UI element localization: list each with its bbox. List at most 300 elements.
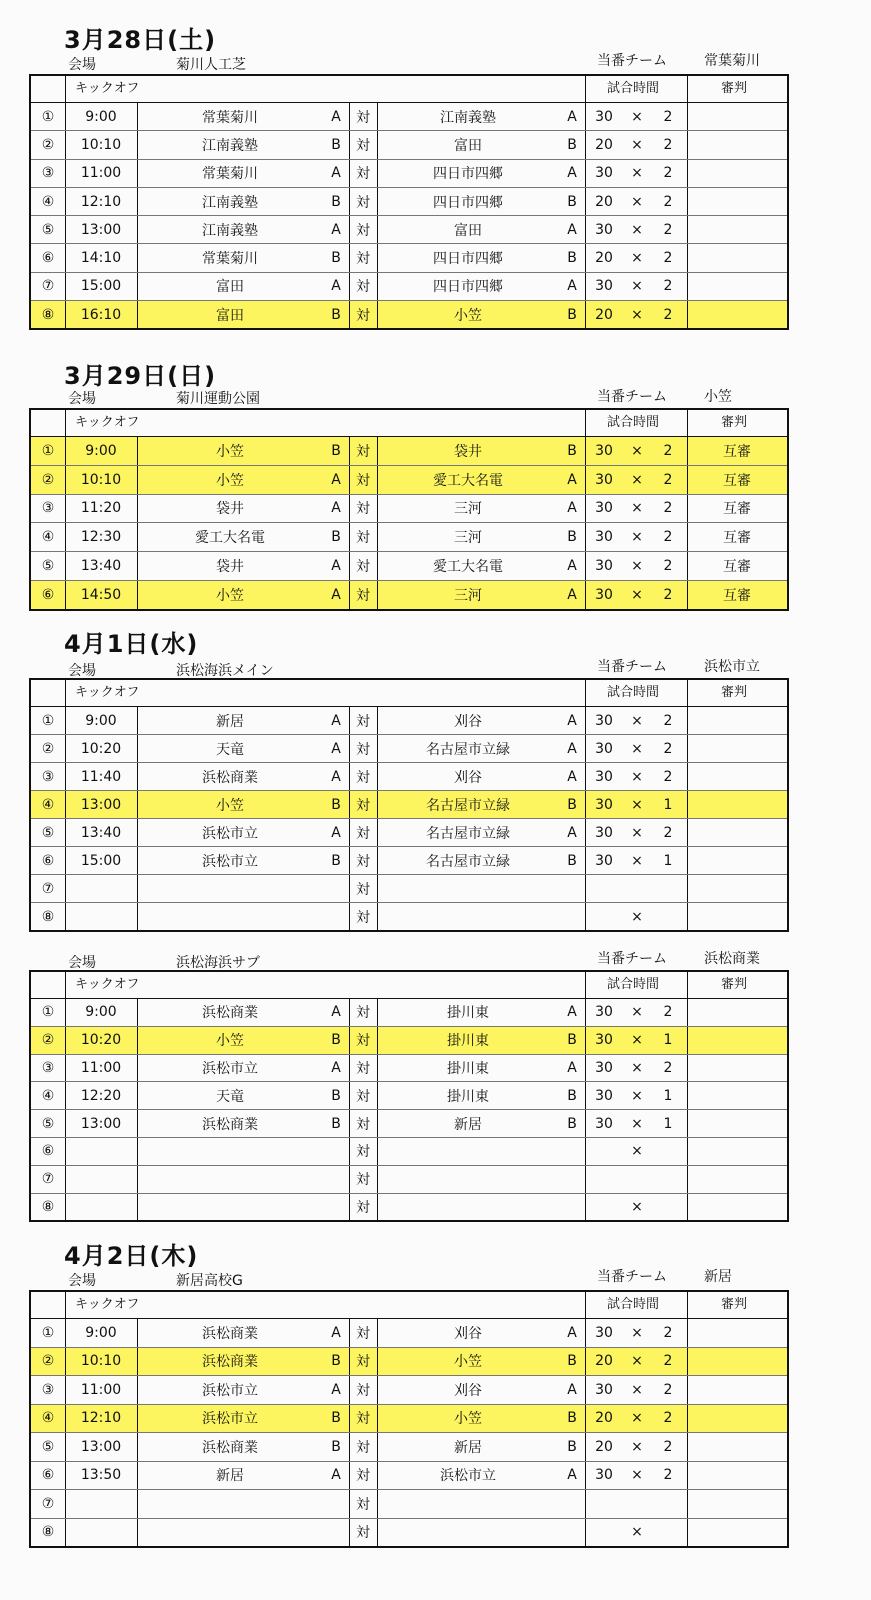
- cell-min: 30: [595, 824, 613, 841]
- cell-ref: [687, 1462, 787, 1490]
- cell-home: 小笠: [216, 587, 244, 604]
- cell-vs: 対: [356, 1033, 370, 1050]
- section-date: 3月29日(日): [64, 362, 217, 390]
- cell-ref: [687, 707, 787, 734]
- cell-time: 12:10: [80, 193, 122, 210]
- cell-ref: [687, 791, 787, 818]
- cell-min: 30: [595, 712, 613, 729]
- table-row: [31, 1138, 787, 1166]
- cell-min: [585, 875, 623, 902]
- cell-home: 常葉菊川: [202, 251, 258, 268]
- cell-min: 30: [595, 529, 613, 546]
- cell-x: ×: [631, 1059, 643, 1076]
- cell-min: 20: [595, 136, 613, 153]
- cell-min: 30: [595, 768, 613, 785]
- cell-home: [137, 1166, 323, 1193]
- cell-home: 新居: [216, 1468, 244, 1485]
- cell-vs: 対: [356, 472, 370, 489]
- cell-home: 愛工大名電: [195, 530, 265, 547]
- section-date: 4月2日(木): [64, 1242, 199, 1270]
- cell-no: ③: [41, 500, 55, 517]
- cell-home-div: A: [331, 471, 341, 488]
- cell-min: 20: [595, 1353, 613, 1370]
- duty-team-name: 小笠: [704, 389, 732, 405]
- table-row: [31, 1110, 787, 1138]
- cell-no: ⑦: [41, 278, 55, 295]
- venue-label: 会場: [68, 663, 96, 679]
- kickoff-header: キックオフ: [75, 685, 140, 700]
- cell-time: 16:10: [80, 306, 122, 323]
- cell-x: ×: [631, 908, 643, 925]
- cell-home-div: [323, 1166, 349, 1193]
- cell-x: ×: [631, 1381, 643, 1398]
- cell-min: 20: [595, 1410, 613, 1427]
- cell-halves: 2: [663, 500, 673, 517]
- cell-ref: 互審: [723, 472, 751, 489]
- cell-x: ×: [631, 740, 643, 757]
- cell-min: [585, 903, 623, 930]
- cell-home-div: B: [331, 1032, 341, 1049]
- cell-halves: 2: [663, 586, 673, 603]
- cell-ref: [687, 999, 787, 1026]
- cell-home-div: A: [331, 768, 341, 785]
- kickoff-header: キックオフ: [75, 81, 140, 96]
- cell-away-div: [559, 875, 585, 902]
- cell-vs: 対: [356, 501, 370, 518]
- cell-no: ⑧: [41, 908, 55, 925]
- cell-no: ⑥: [41, 250, 55, 267]
- cell-time: 13:00: [80, 1438, 122, 1455]
- cell-away-div: A: [567, 471, 577, 488]
- cell-ref: [687, 1319, 787, 1347]
- cell-time: 9:00: [85, 1004, 117, 1021]
- cell-no: ⑤: [41, 1438, 55, 1455]
- cell-vs: 対: [356, 1468, 370, 1485]
- match-time-header: 試合時間: [607, 685, 660, 700]
- cell-x: ×: [631, 306, 643, 323]
- duty-team-name: 浜松商業: [704, 951, 760, 967]
- table-row: [31, 131, 787, 159]
- table-row: [31, 1055, 787, 1083]
- cell-min: 30: [595, 278, 613, 295]
- cell-min: 30: [595, 1381, 613, 1398]
- cell-home: [137, 1138, 323, 1165]
- cell-vs: 対: [356, 530, 370, 547]
- cell-time: 9:00: [85, 108, 117, 125]
- table-header: [31, 410, 787, 437]
- cell-away-div: [559, 1490, 585, 1518]
- cell-time: 10:20: [80, 740, 122, 757]
- cell-ref: [687, 819, 787, 846]
- cell-ref: [687, 1138, 787, 1165]
- cell-away: 掛川東: [447, 1060, 489, 1077]
- cell-halves: 1: [663, 1115, 673, 1132]
- cell-away-div: A: [567, 500, 577, 517]
- cell-vs: 対: [356, 194, 370, 211]
- cell-away-div: A: [567, 768, 577, 785]
- cell-away-div: A: [567, 1059, 577, 1076]
- cell-halves: 2: [663, 1059, 673, 1076]
- cell-no: ⑦: [41, 1171, 55, 1188]
- cell-vs: 対: [356, 166, 370, 183]
- venue-label: 会場: [68, 57, 96, 73]
- cell-away-div: [559, 1519, 585, 1547]
- duty-team-label: 当番チーム: [597, 389, 667, 405]
- cell-no: ④: [41, 193, 55, 210]
- cell-away-div: B: [567, 1438, 577, 1455]
- cell-vs: 対: [356, 137, 370, 154]
- cell-min: 30: [595, 1059, 613, 1076]
- cell-home: 浜松市立: [202, 1411, 258, 1428]
- cell-no: ⑦: [41, 1495, 55, 1512]
- cell-min: 30: [595, 740, 613, 757]
- cell-vs: 対: [356, 1005, 370, 1022]
- cell-home-div: [323, 1490, 349, 1518]
- cell-no: ④: [41, 529, 55, 546]
- cell-home: [137, 875, 323, 902]
- cell-away-div: [559, 1194, 585, 1221]
- cell-ref: [687, 160, 787, 187]
- cell-home-div: A: [331, 558, 341, 575]
- cell-time: 11:40: [80, 768, 122, 785]
- table-row: [31, 216, 787, 244]
- referee-header: 審判: [721, 415, 748, 430]
- cell-away: 富田: [454, 222, 482, 239]
- cell-no: ⑧: [41, 306, 55, 323]
- cell-time: 13:00: [80, 1115, 122, 1132]
- cell-min: 20: [595, 193, 613, 210]
- cell-no: ②: [41, 1032, 55, 1049]
- cell-vs: 対: [356, 1060, 370, 1077]
- cell-home-div: A: [331, 165, 341, 182]
- cell-time: 12:20: [80, 1087, 122, 1104]
- cell-x: ×: [631, 1438, 643, 1455]
- table-row: [31, 1490, 787, 1519]
- cell-home-div: B: [331, 529, 341, 546]
- cell-ref: [687, 1082, 787, 1109]
- cell-away: 四日市四郷: [433, 251, 503, 268]
- cell-no: ②: [41, 471, 55, 488]
- cell-halves: 1: [663, 852, 673, 869]
- cell-vs: 対: [356, 1325, 370, 1342]
- cell-min: 30: [595, 1004, 613, 1021]
- cell-ref: [687, 1027, 787, 1054]
- cell-away: 袋井: [454, 443, 482, 460]
- cell-ref: [687, 216, 787, 243]
- venue-name: 浜松海浜メイン: [176, 663, 274, 679]
- cell-time: 15:00: [80, 852, 122, 869]
- cell-min: 30: [595, 558, 613, 575]
- referee-header: 審判: [721, 1297, 748, 1312]
- cell-away-div: B: [567, 250, 577, 267]
- cell-away-div: B: [567, 796, 577, 813]
- cell-vs: 対: [356, 741, 370, 758]
- cell-home: [137, 1194, 323, 1221]
- cell-away: 刈谷: [454, 1325, 482, 1342]
- cell-away: 三河: [454, 530, 482, 547]
- cell-time: 9:00: [85, 442, 117, 459]
- cell-halves: [651, 875, 685, 902]
- cell-home: 小笠: [216, 797, 244, 814]
- table-row: [31, 847, 787, 875]
- cell-away: 刈谷: [454, 769, 482, 786]
- cell-home: 浜松市立: [202, 853, 258, 870]
- cell-away: 江南義塾: [440, 109, 496, 126]
- cell-home: 袋井: [216, 501, 244, 518]
- cell-ref: [687, 903, 787, 930]
- cell-home: 富田: [216, 279, 244, 296]
- cell-home: 江南義塾: [202, 194, 258, 211]
- cell-min: [585, 1166, 623, 1193]
- cell-vs: 対: [356, 251, 370, 268]
- duty-team-label: 当番チーム: [597, 53, 667, 69]
- table-row: [31, 735, 787, 763]
- cell-away-div: B: [567, 852, 577, 869]
- cell-x: ×: [631, 165, 643, 182]
- cell-time: 15:00: [80, 278, 122, 295]
- cell-vs: 対: [356, 853, 370, 870]
- cell-x: ×: [631, 768, 643, 785]
- cell-min: 20: [595, 250, 613, 267]
- cell-home-div: A: [331, 1467, 341, 1484]
- schedule-table: [29, 970, 789, 1222]
- cell-home-div: B: [331, 1115, 341, 1132]
- cell-away-div: A: [567, 586, 577, 603]
- cell-vs: 対: [356, 1199, 370, 1216]
- cell-away-div: A: [567, 165, 577, 182]
- cell-home-div: B: [331, 306, 341, 323]
- venue-label: 会場: [68, 391, 96, 407]
- table-header: [31, 76, 787, 103]
- cell-min: 30: [595, 1467, 613, 1484]
- cell-time: 11:00: [80, 1059, 122, 1076]
- table-row: [31, 581, 787, 609]
- cell-no: ③: [41, 165, 55, 182]
- cell-halves: 2: [663, 740, 673, 757]
- cell-halves: [651, 903, 685, 930]
- cell-away: 名古屋市立緑: [426, 797, 510, 814]
- section-date: 3月28日(土): [64, 26, 217, 54]
- cell-ref: [687, 1110, 787, 1137]
- cell-home: 浜松市立: [202, 1382, 258, 1399]
- cell-no: ④: [41, 796, 55, 813]
- cell-away-div: [559, 1138, 585, 1165]
- cell-home-div: B: [331, 1353, 341, 1370]
- cell-away-div: [559, 903, 585, 930]
- cell-halves: 2: [663, 193, 673, 210]
- cell-ref: 互審: [723, 530, 751, 547]
- cell-no: ②: [41, 740, 55, 757]
- cell-away-div: A: [567, 1324, 577, 1341]
- table-row: [31, 301, 787, 328]
- cell-ref: [687, 1166, 787, 1193]
- cell-no: ①: [41, 442, 55, 459]
- cell-time: 12:10: [80, 1410, 122, 1427]
- table-row: [31, 273, 787, 301]
- cell-home-div: A: [331, 1324, 341, 1341]
- cell-home: 新居: [216, 713, 244, 730]
- cell-vs: 対: [356, 1116, 370, 1133]
- cell-away-div: A: [567, 1004, 577, 1021]
- table-row: [31, 495, 787, 524]
- cell-home: 浜松商業: [202, 1325, 258, 1342]
- cell-x: ×: [631, 558, 643, 575]
- duty-team-label: 当番チーム: [597, 1269, 667, 1285]
- cell-home: 小笠: [216, 472, 244, 489]
- cell-ref: [687, 273, 787, 300]
- cell-halves: 2: [663, 442, 673, 459]
- cell-away: [377, 1490, 559, 1518]
- cell-time: 13:00: [80, 221, 122, 238]
- cell-min: 30: [595, 221, 613, 238]
- table-row: [31, 1376, 787, 1405]
- cell-halves: 2: [663, 558, 673, 575]
- cell-home: 浜松商業: [202, 1005, 258, 1022]
- cell-home-div: A: [331, 221, 341, 238]
- cell-x: [623, 1490, 651, 1518]
- duty-team-name: 新居: [704, 1269, 732, 1285]
- cell-no: ②: [41, 1353, 55, 1370]
- cell-halves: 2: [663, 1410, 673, 1427]
- match-time-header: 試合時間: [607, 415, 660, 430]
- cell-vs: 対: [356, 1172, 370, 1189]
- cell-away-div: B: [567, 1087, 577, 1104]
- cell-away: [377, 1194, 559, 1221]
- cell-away: 愛工大名電: [433, 472, 503, 489]
- cell-x: ×: [631, 250, 643, 267]
- cell-home-div: A: [331, 500, 341, 517]
- cell-away-div: A: [567, 712, 577, 729]
- table-row: [31, 1519, 787, 1547]
- cell-no: ①: [41, 1324, 55, 1341]
- cell-ref: [687, 131, 787, 158]
- cell-home-div: A: [331, 108, 341, 125]
- cell-no: ④: [41, 1410, 55, 1427]
- cell-home-div: A: [331, 824, 341, 841]
- cell-home: 浜松商業: [202, 1354, 258, 1371]
- cell-x: ×: [631, 193, 643, 210]
- cell-away: 刈谷: [454, 713, 482, 730]
- cell-away: 名古屋市立緑: [426, 741, 510, 758]
- cell-away: [377, 1519, 559, 1547]
- cell-ref: [687, 1519, 787, 1547]
- section-date: 4月1日(水): [64, 630, 199, 658]
- cell-x: ×: [631, 442, 643, 459]
- cell-vs: 対: [356, 1439, 370, 1456]
- cell-no: ③: [41, 768, 55, 785]
- cell-ref: [687, 188, 787, 215]
- cell-away: 小笠: [454, 307, 482, 324]
- cell-no: ⑧: [41, 1198, 55, 1215]
- cell-time: 10:10: [80, 1353, 122, 1370]
- cell-home: 浜松商業: [202, 1116, 258, 1133]
- cell-vs: 対: [356, 443, 370, 460]
- cell-home-div: [323, 1138, 349, 1165]
- cell-time: 13:00: [80, 796, 122, 813]
- cell-ref: [687, 875, 787, 902]
- cell-vs: 対: [356, 1525, 370, 1542]
- cell-away: [377, 1166, 559, 1193]
- cell-no: ③: [41, 1059, 55, 1076]
- cell-away: 浜松市立: [440, 1468, 496, 1485]
- cell-ref: 互審: [723, 443, 751, 460]
- cell-halves: 2: [663, 1467, 673, 1484]
- cell-halves: 2: [663, 824, 673, 841]
- cell-x: ×: [631, 1115, 643, 1132]
- cell-time: [65, 903, 137, 930]
- cell-home: 小笠: [216, 1033, 244, 1050]
- cell-away: 小笠: [454, 1354, 482, 1371]
- cell-halves: 1: [663, 1032, 673, 1049]
- table-row: [31, 188, 787, 216]
- cell-home-div: A: [331, 712, 341, 729]
- cell-halves: 2: [663, 471, 673, 488]
- cell-away-div: A: [567, 1467, 577, 1484]
- referee-header: 審判: [721, 977, 748, 992]
- cell-halves: 2: [663, 1353, 673, 1370]
- cell-home-div: B: [331, 796, 341, 813]
- cell-halves: [651, 1490, 685, 1518]
- cell-home-div: A: [331, 1059, 341, 1076]
- cell-no: ⑥: [41, 1143, 55, 1160]
- cell-ref: [687, 1348, 787, 1376]
- duty-team-label: 当番チーム: [597, 951, 667, 967]
- cell-home: 富田: [216, 307, 244, 324]
- cell-away-div: A: [567, 558, 577, 575]
- cell-ref: [687, 1055, 787, 1082]
- cell-home-div: B: [331, 250, 341, 267]
- cell-no: ①: [41, 712, 55, 729]
- cell-no: ①: [41, 108, 55, 125]
- cell-time: 11:00: [80, 165, 122, 182]
- cell-away: 三河: [454, 501, 482, 518]
- cell-home-div: [323, 903, 349, 930]
- cell-home-div: B: [331, 1410, 341, 1427]
- venue-label: 会場: [68, 1273, 96, 1289]
- venue-name: 新居高校G: [176, 1273, 243, 1289]
- cell-time: 11:00: [80, 1381, 122, 1398]
- cell-no: ⑥: [41, 586, 55, 603]
- cell-away: 掛川東: [447, 1088, 489, 1105]
- cell-x: ×: [631, 1004, 643, 1021]
- match-time-header: 試合時間: [607, 81, 660, 96]
- table-row: [31, 103, 787, 131]
- cell-away: 新居: [454, 1116, 482, 1133]
- venue-name: 浜松海浜サブ: [176, 955, 260, 971]
- cell-halves: [651, 1138, 685, 1165]
- schedule-table: [29, 74, 789, 330]
- cell-away: [377, 875, 559, 902]
- cell-home: 常葉菊川: [202, 166, 258, 183]
- cell-vs: 対: [356, 559, 370, 576]
- table-row: [31, 763, 787, 791]
- table-row: [31, 552, 787, 581]
- cell-home: 浜松商業: [202, 769, 258, 786]
- cell-x: [623, 875, 651, 902]
- cell-away: 掛川東: [447, 1033, 489, 1050]
- schedule-table: [29, 678, 789, 932]
- cell-ref: [687, 847, 787, 874]
- cell-away-div: A: [567, 278, 577, 295]
- cell-away: 名古屋市立緑: [426, 825, 510, 842]
- cell-halves: [651, 1194, 685, 1221]
- cell-halves: 2: [663, 250, 673, 267]
- cell-no: ④: [41, 1087, 55, 1104]
- cell-x: ×: [631, 1087, 643, 1104]
- cell-no: ⑦: [41, 880, 55, 897]
- cell-away-div: A: [567, 740, 577, 757]
- cell-min: 30: [595, 852, 613, 869]
